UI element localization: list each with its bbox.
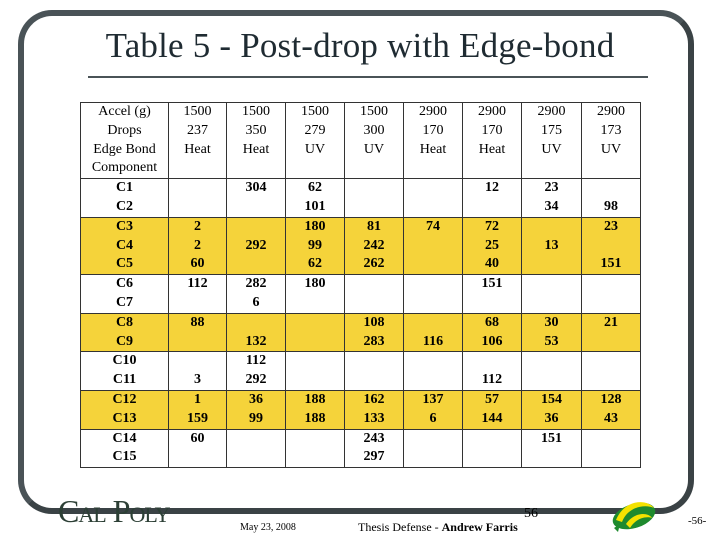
header-cell: 2900 <box>404 103 463 122</box>
header-cell <box>404 159 463 178</box>
table-cell: 292 <box>227 371 286 390</box>
table-cell: 282 <box>227 275 286 294</box>
slide-title: Table 5 - Post-drop with Edge-bond <box>105 26 615 65</box>
table-cell: 72 <box>463 217 522 236</box>
table-cell <box>345 198 404 217</box>
cal-poly-logo <box>58 494 184 528</box>
table-cell: 151 <box>582 255 641 274</box>
header-cell <box>169 159 227 178</box>
table-cell <box>227 255 286 274</box>
header-cell: 2900 <box>463 103 522 122</box>
header-cell: Heat <box>227 141 286 160</box>
table-cell <box>522 255 582 274</box>
component-cell: C8 <box>81 313 169 332</box>
header-row <box>81 141 641 160</box>
table-cell: 43 <box>582 410 641 429</box>
table-cell: 106 <box>463 333 522 352</box>
component-cell: C7 <box>81 294 169 313</box>
table-cell: 99 <box>227 410 286 429</box>
table-row <box>81 333 641 352</box>
table-cell: 283 <box>345 333 404 352</box>
table-cell <box>522 371 582 390</box>
table-cell <box>463 294 522 313</box>
table-cell: 262 <box>345 255 404 274</box>
component-cell: C9 <box>81 333 169 352</box>
table-cell: 242 <box>345 237 404 256</box>
header-cell: UV <box>286 141 345 160</box>
header-cell <box>522 159 582 178</box>
table-cell <box>227 448 286 467</box>
table-cell: 36 <box>227 390 286 409</box>
row-label-cell: Accel (g) <box>81 103 169 122</box>
table-cell <box>286 371 345 390</box>
table-cell <box>286 429 345 448</box>
component-cell: C1 <box>81 179 169 198</box>
row-label-cell: Edge Bond <box>81 141 169 160</box>
table-cell <box>463 448 522 467</box>
table-cell <box>404 275 463 294</box>
table-row <box>81 390 641 409</box>
table-cell <box>169 448 227 467</box>
table-cell: 304 <box>227 179 286 198</box>
table-cell: 297 <box>345 448 404 467</box>
header-row <box>81 122 641 141</box>
table-cell: 25 <box>463 237 522 256</box>
table-cell: 2 <box>169 237 227 256</box>
table-cell <box>404 294 463 313</box>
table-cell <box>404 313 463 332</box>
table-cell: 188 <box>286 390 345 409</box>
table-row <box>81 179 641 198</box>
table-cell <box>345 179 404 198</box>
table-cell <box>404 179 463 198</box>
header-cell: 279 <box>286 122 345 141</box>
table-row <box>81 448 641 467</box>
header-cell: 350 <box>227 122 286 141</box>
table-cell: 36 <box>522 410 582 429</box>
table-cell: 21 <box>582 313 641 332</box>
table-cell: 112 <box>463 371 522 390</box>
table-cell <box>404 237 463 256</box>
header-cell: 1500 <box>227 103 286 122</box>
table-cell <box>582 294 641 313</box>
table-cell <box>582 371 641 390</box>
table-cell <box>522 294 582 313</box>
component-cell: C13 <box>81 410 169 429</box>
header-row <box>81 103 641 122</box>
table-cell <box>582 275 641 294</box>
table-cell <box>345 352 404 371</box>
component-cell: C11 <box>81 371 169 390</box>
results-table-body <box>81 103 641 468</box>
table-cell: 162 <box>345 390 404 409</box>
footer-title <box>358 520 518 535</box>
table-row <box>81 371 641 390</box>
table-cell: 112 <box>227 352 286 371</box>
header-row <box>81 159 641 178</box>
header-cell: 1500 <box>345 103 404 122</box>
table-cell <box>404 448 463 467</box>
table-row <box>81 217 641 236</box>
table-cell <box>169 333 227 352</box>
logo-text: Cal Poly <box>58 493 170 529</box>
table-cell <box>404 371 463 390</box>
component-cell: C4 <box>81 237 169 256</box>
table-cell: 23 <box>522 179 582 198</box>
table-cell <box>169 179 227 198</box>
page-number-primary: 56 <box>524 506 538 521</box>
table-row <box>81 352 641 371</box>
table-cell <box>345 294 404 313</box>
header-cell <box>463 159 522 178</box>
table-row <box>81 237 641 256</box>
table-row <box>81 275 641 294</box>
component-cell: C14 <box>81 429 169 448</box>
table-cell <box>345 371 404 390</box>
table-cell: 62 <box>286 179 345 198</box>
table-cell: 13 <box>522 237 582 256</box>
table-cell: 151 <box>522 429 582 448</box>
table-cell: 60 <box>169 429 227 448</box>
table-cell: 128 <box>582 390 641 409</box>
table-cell <box>582 333 641 352</box>
table-cell: 243 <box>345 429 404 448</box>
header-cell <box>286 159 345 178</box>
header-cell: Heat <box>404 141 463 160</box>
header-cell <box>345 159 404 178</box>
header-cell: UV <box>582 141 641 160</box>
table-cell <box>582 448 641 467</box>
table-cell: 144 <box>463 410 522 429</box>
header-cell: Heat <box>169 141 227 160</box>
header-cell <box>582 159 641 178</box>
table-cell: 40 <box>463 255 522 274</box>
table-cell <box>404 198 463 217</box>
table-cell <box>286 333 345 352</box>
footer-author: Andrew Farris <box>441 520 518 534</box>
table-cell: 180 <box>286 275 345 294</box>
table-cell: 23 <box>582 217 641 236</box>
table-cell <box>286 352 345 371</box>
table-cell <box>582 237 641 256</box>
table-cell: 3 <box>169 371 227 390</box>
header-cell: 1500 <box>169 103 227 122</box>
table-cell: 116 <box>404 333 463 352</box>
table-cell <box>463 352 522 371</box>
table-cell <box>522 448 582 467</box>
footer-date: May 23, 2008 <box>240 522 296 533</box>
header-cell: 1500 <box>286 103 345 122</box>
row-label-cell: Component <box>81 159 169 178</box>
header-cell: 2900 <box>582 103 641 122</box>
table-cell: 68 <box>463 313 522 332</box>
table-cell <box>227 313 286 332</box>
header-cell: 170 <box>404 122 463 141</box>
table-cell <box>169 352 227 371</box>
table-row <box>81 294 641 313</box>
table-cell: 101 <box>286 198 345 217</box>
table-cell: 108 <box>345 313 404 332</box>
table-cell: 53 <box>522 333 582 352</box>
component-cell: C12 <box>81 390 169 409</box>
table-row <box>81 410 641 429</box>
header-cell: 300 <box>345 122 404 141</box>
table-row <box>81 313 641 332</box>
table-cell: 12 <box>463 179 522 198</box>
table-cell: 6 <box>227 294 286 313</box>
header-cell: Heat <box>463 141 522 160</box>
table-cell <box>345 275 404 294</box>
footer-prefix: Thesis Defense - <box>358 520 442 534</box>
table-cell: 180 <box>286 217 345 236</box>
table-cell <box>463 198 522 217</box>
table-cell: 154 <box>522 390 582 409</box>
table-cell <box>582 352 641 371</box>
table-cell: 292 <box>227 237 286 256</box>
table-cell <box>463 429 522 448</box>
table-cell <box>227 429 286 448</box>
table-cell: 34 <box>522 198 582 217</box>
table-cell <box>286 313 345 332</box>
table-cell: 98 <box>582 198 641 217</box>
header-cell: 170 <box>463 122 522 141</box>
row-label-cell: Drops <box>81 122 169 141</box>
table-cell <box>227 198 286 217</box>
table-cell <box>404 352 463 371</box>
table-cell: 30 <box>522 313 582 332</box>
component-cell: C10 <box>81 352 169 371</box>
table-cell: 74 <box>404 217 463 236</box>
table-cell <box>169 198 227 217</box>
table-cell <box>582 179 641 198</box>
table-cell <box>582 429 641 448</box>
table-row <box>81 198 641 217</box>
table-cell: 1 <box>169 390 227 409</box>
table-cell: 99 <box>286 237 345 256</box>
header-cell: UV <box>522 141 582 160</box>
table-cell: 159 <box>169 410 227 429</box>
table-cell: 137 <box>404 390 463 409</box>
table-cell <box>169 294 227 313</box>
table-cell: 6 <box>404 410 463 429</box>
header-cell: 2900 <box>522 103 582 122</box>
header-cell: 237 <box>169 122 227 141</box>
component-cell: C6 <box>81 275 169 294</box>
page-number-secondary: -56- <box>688 515 707 527</box>
results-table-container <box>80 102 640 465</box>
component-cell: C15 <box>81 448 169 467</box>
green-yellow-swirl-badge-icon <box>606 494 662 534</box>
table-cell: 62 <box>286 255 345 274</box>
table-cell <box>286 448 345 467</box>
table-cell <box>522 275 582 294</box>
table-cell <box>522 352 582 371</box>
table-cell: 132 <box>227 333 286 352</box>
header-cell: 173 <box>582 122 641 141</box>
table-cell: 133 <box>345 410 404 429</box>
table-row <box>81 429 641 448</box>
component-cell: C3 <box>81 217 169 236</box>
title-underline <box>88 76 648 78</box>
table-cell: 151 <box>463 275 522 294</box>
table-cell: 88 <box>169 313 227 332</box>
component-cell: C2 <box>81 198 169 217</box>
table-cell <box>522 217 582 236</box>
header-cell: 175 <box>522 122 582 141</box>
table-cell <box>286 294 345 313</box>
table-cell: 112 <box>169 275 227 294</box>
results-table <box>80 102 641 468</box>
table-cell: 2 <box>169 217 227 236</box>
table-cell: 81 <box>345 217 404 236</box>
component-cell: C5 <box>81 255 169 274</box>
table-cell: 57 <box>463 390 522 409</box>
table-cell <box>404 255 463 274</box>
header-cell <box>227 159 286 178</box>
table-row <box>81 255 641 274</box>
table-cell: 60 <box>169 255 227 274</box>
header-cell: UV <box>345 141 404 160</box>
table-cell: 188 <box>286 410 345 429</box>
table-cell <box>404 429 463 448</box>
table-cell <box>227 217 286 236</box>
